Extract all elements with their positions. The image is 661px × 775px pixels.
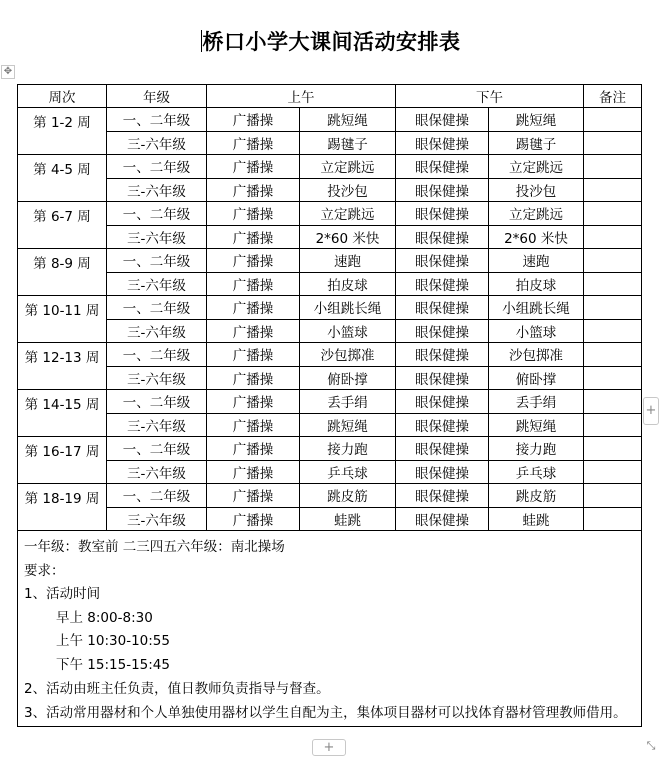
table-header-row: [18, 85, 642, 108]
morning-activity-1[interactable]: 广播操: [207, 225, 300, 249]
header-week: 周次: [18, 85, 107, 108]
afternoon-activity-1[interactable]: 眼保健操: [396, 225, 489, 249]
morning-activity-2[interactable]: 跳皮筋: [300, 484, 396, 508]
grade-cell[interactable]: 三-六年级: [107, 131, 207, 155]
afternoon-activity-1[interactable]: 眼保健操: [396, 319, 489, 343]
morning-activity-2[interactable]: 小组跳长绳: [300, 296, 396, 320]
morning-activity-1[interactable]: 广播操: [207, 155, 300, 179]
afternoon-activity-2[interactable]: 接力跑: [489, 437, 584, 461]
morning-activity-2[interactable]: 踢毽子: [300, 131, 396, 155]
remarks-cell[interactable]: [584, 108, 642, 132]
grade-cell[interactable]: 一、二年级: [107, 249, 207, 273]
grade-cell[interactable]: 一、二年级: [107, 155, 207, 179]
table-row: [18, 225, 642, 249]
morning-activity-2[interactable]: 立定跳远: [300, 155, 396, 179]
header-morning: 上午: [207, 85, 396, 108]
remarks-cell[interactable]: [584, 366, 642, 390]
afternoon-activity-1[interactable]: 眼保健操: [396, 178, 489, 202]
afternoon-activity-2[interactable]: 小篮球: [489, 319, 584, 343]
morning-activity-2[interactable]: 沙包掷准: [300, 343, 396, 367]
afternoon-activity-2[interactable]: 俯卧撑: [489, 366, 584, 390]
morning-activity-1[interactable]: 广播操: [207, 390, 300, 414]
notes-row: [18, 531, 642, 727]
week-cell[interactable]: 第 14-15 周: [18, 390, 107, 437]
week-cell[interactable]: 第 10-11 周: [18, 296, 107, 343]
notes-cell[interactable]: [18, 531, 642, 727]
afternoon-activity-2[interactable]: 跳短绳: [489, 413, 584, 437]
morning-activity-2[interactable]: 跳短绳: [300, 108, 396, 132]
week-cell[interactable]: 第 8-9 周: [18, 249, 107, 296]
table-row: [18, 319, 642, 343]
afternoon-activity-1[interactable]: 眼保健操: [396, 249, 489, 273]
afternoon-activity-2[interactable]: 乒乓球: [489, 460, 584, 484]
table-row: [18, 178, 642, 202]
grade-cell[interactable]: 三-六年级: [107, 319, 207, 343]
table-row: [18, 108, 642, 132]
table-row: [18, 366, 642, 390]
afternoon-activity-1[interactable]: 眼保健操: [396, 108, 489, 132]
document-title: [0, 26, 661, 56]
afternoon-activity-2[interactable]: 投沙包: [489, 178, 584, 202]
week-cell[interactable]: 第 18-19 周: [18, 484, 107, 531]
afternoon-activity-2[interactable]: 沙包掷准: [489, 343, 584, 367]
grade-cell[interactable]: 三-六年级: [107, 272, 207, 296]
week-cell[interactable]: 第 6-7 周: [18, 202, 107, 249]
requirement-3: 3、活动常用器材和个人单独使用器材以学生自配为主，集体项目器材可以找体育器材管理教师借用。: [24, 705, 627, 722]
header-afternoon: 下午: [396, 85, 584, 108]
afternoon-activity-1[interactable]: 眼保健操: [396, 131, 489, 155]
afternoon-activity-2[interactable]: 2*60 米快: [489, 225, 584, 249]
table-row: [18, 390, 642, 414]
grade-cell[interactable]: 一、二年级: [107, 202, 207, 226]
afternoon-activity-1[interactable]: 眼保健操: [396, 390, 489, 414]
remarks-cell[interactable]: [584, 343, 642, 367]
afternoon-activity-1[interactable]: 眼保健操: [396, 437, 489, 461]
morning-activity-1[interactable]: 广播操: [207, 249, 300, 273]
remarks-cell[interactable]: [584, 202, 642, 226]
grade-cell[interactable]: 三-六年级: [107, 460, 207, 484]
remarks-cell[interactable]: [584, 249, 642, 273]
table-resize-icon[interactable]: ⤡: [646, 739, 656, 752]
document-title-text: 桥口小学大课间活动安排表: [202, 30, 461, 54]
morning-activity-2[interactable]: 俯卧撑: [300, 366, 396, 390]
table-row: [18, 249, 642, 273]
remarks-cell[interactable]: [584, 296, 642, 320]
morning-activity-1[interactable]: 广播操: [207, 272, 300, 296]
afternoon-activity-2[interactable]: 小组跳长绳: [489, 296, 584, 320]
afternoon-activity-2[interactable]: 立定跳远: [489, 155, 584, 179]
table-row: [18, 202, 642, 226]
header-grade: 年级: [107, 85, 207, 108]
remarks-cell[interactable]: [584, 225, 642, 249]
morning-activity-2[interactable]: 投沙包: [300, 178, 396, 202]
morning-activity-2[interactable]: 乒乓球: [300, 460, 396, 484]
morning-activity-1[interactable]: 广播操: [207, 437, 300, 461]
morning-activity-1[interactable]: 广播操: [207, 507, 300, 531]
grade-cell[interactable]: 一、二年级: [107, 484, 207, 508]
afternoon-activity-1[interactable]: 眼保健操: [396, 460, 489, 484]
table-row: [18, 131, 642, 155]
grade-cell[interactable]: 一、二年级: [107, 296, 207, 320]
time-am: 上午 10:30-10:55: [56, 633, 170, 650]
table-row: [18, 484, 642, 508]
requirement-2: 2、活动由班主任负责，值日教师负责指导与督查。: [24, 680, 330, 697]
add-row-icon[interactable]: +: [312, 739, 346, 756]
morning-activity-1[interactable]: 广播操: [207, 484, 300, 508]
time-morning: 早上 8:00-8:30: [56, 609, 153, 626]
morning-activity-2[interactable]: 速跑: [300, 249, 396, 273]
morning-activity-1[interactable]: 广播操: [207, 319, 300, 343]
table-row: [18, 155, 642, 179]
week-cell[interactable]: 第 4-5 周: [18, 155, 107, 202]
afternoon-activity-2[interactable]: 拍皮球: [489, 272, 584, 296]
afternoon-activity-2[interactable]: 蛙跳: [489, 507, 584, 531]
table-row: [18, 296, 642, 320]
grade-cell[interactable]: 一、二年级: [107, 108, 207, 132]
table-row: [18, 437, 642, 461]
remarks-cell[interactable]: [584, 460, 642, 484]
requirements-heading: 要求：: [24, 562, 65, 579]
morning-activity-1[interactable]: 广播操: [207, 413, 300, 437]
morning-activity-1[interactable]: 广播操: [207, 460, 300, 484]
afternoon-activity-1[interactable]: 眼保健操: [396, 296, 489, 320]
remarks-cell[interactable]: [584, 413, 642, 437]
morning-activity-2[interactable]: 蛙跳: [300, 507, 396, 531]
location-note: 一年级：教室前 二三四五六年级：南北操场: [24, 539, 285, 555]
afternoon-activity-1[interactable]: 眼保健操: [396, 343, 489, 367]
table-row: [18, 272, 642, 296]
remarks-cell[interactable]: [584, 131, 642, 155]
header-remarks: 备注: [584, 85, 642, 108]
text-cursor: [201, 30, 202, 52]
morning-activity-2[interactable]: 拍皮球: [300, 272, 396, 296]
morning-activity-1[interactable]: 广播操: [207, 296, 300, 320]
morning-activity-1[interactable]: 广播操: [207, 366, 300, 390]
grade-cell[interactable]: 三-六年级: [107, 366, 207, 390]
remarks-cell[interactable]: [584, 178, 642, 202]
schedule-table: [17, 84, 642, 727]
remarks-cell[interactable]: [584, 484, 642, 508]
afternoon-activity-1[interactable]: 眼保健操: [396, 413, 489, 437]
afternoon-activity-2[interactable]: 立定跳远: [489, 202, 584, 226]
afternoon-activity-2[interactable]: 踢毽子: [489, 131, 584, 155]
morning-activity-2[interactable]: 小篮球: [300, 319, 396, 343]
remarks-cell[interactable]: [584, 155, 642, 179]
morning-activity-1[interactable]: 广播操: [207, 202, 300, 226]
remarks-cell[interactable]: [584, 437, 642, 461]
time-pm: 下午 15:15-15:45: [56, 656, 170, 673]
afternoon-activity-2[interactable]: 速跑: [489, 249, 584, 273]
afternoon-activity-1[interactable]: 眼保健操: [396, 272, 489, 296]
morning-activity-2[interactable]: 丢手绢: [300, 390, 396, 414]
grade-cell[interactable]: 三-六年级: [107, 178, 207, 202]
afternoon-activity-1[interactable]: 眼保健操: [396, 202, 489, 226]
grade-cell[interactable]: 三-六年级: [107, 413, 207, 437]
remarks-cell[interactable]: [584, 272, 642, 296]
grade-cell[interactable]: 三-六年级: [107, 507, 207, 531]
grade-cell[interactable]: 一、二年级: [107, 390, 207, 414]
morning-activity-1[interactable]: 广播操: [207, 178, 300, 202]
morning-activity-2[interactable]: 跳短绳: [300, 413, 396, 437]
week-cell[interactable]: 第 16-17 周: [18, 437, 107, 484]
morning-activity-2[interactable]: 2*60 米快: [300, 225, 396, 249]
table-row: [18, 343, 642, 367]
morning-activity-1[interactable]: 广播操: [207, 343, 300, 367]
grade-cell[interactable]: 一、二年级: [107, 343, 207, 367]
table-row: [18, 413, 642, 437]
week-cell[interactable]: 第 1-2 周: [18, 108, 107, 155]
requirement-1: 1、活动时间: [24, 586, 101, 603]
morning-activity-2[interactable]: 立定跳远: [300, 202, 396, 226]
remarks-cell[interactable]: [584, 390, 642, 414]
remarks-cell[interactable]: [584, 507, 642, 531]
morning-activity-1[interactable]: 广播操: [207, 108, 300, 132]
week-cell[interactable]: 第 12-13 周: [18, 343, 107, 390]
table-row: [18, 460, 642, 484]
afternoon-activity-2[interactable]: 跳皮筋: [489, 484, 584, 508]
afternoon-activity-1[interactable]: 眼保健操: [396, 155, 489, 179]
grade-cell[interactable]: 三-六年级: [107, 225, 207, 249]
afternoon-activity-1[interactable]: 眼保健操: [396, 484, 489, 508]
afternoon-activity-1[interactable]: 眼保健操: [396, 366, 489, 390]
morning-activity-2[interactable]: 接力跑: [300, 437, 396, 461]
table-move-handle-icon[interactable]: ✥: [1, 65, 15, 79]
add-column-icon[interactable]: +: [643, 397, 659, 425]
remarks-cell[interactable]: [584, 319, 642, 343]
afternoon-activity-2[interactable]: 跳短绳: [489, 108, 584, 132]
morning-activity-1[interactable]: 广播操: [207, 131, 300, 155]
afternoon-activity-2[interactable]: 丢手绢: [489, 390, 584, 414]
afternoon-activity-1[interactable]: 眼保健操: [396, 507, 489, 531]
grade-cell[interactable]: 一、二年级: [107, 437, 207, 461]
table-row: [18, 507, 642, 531]
